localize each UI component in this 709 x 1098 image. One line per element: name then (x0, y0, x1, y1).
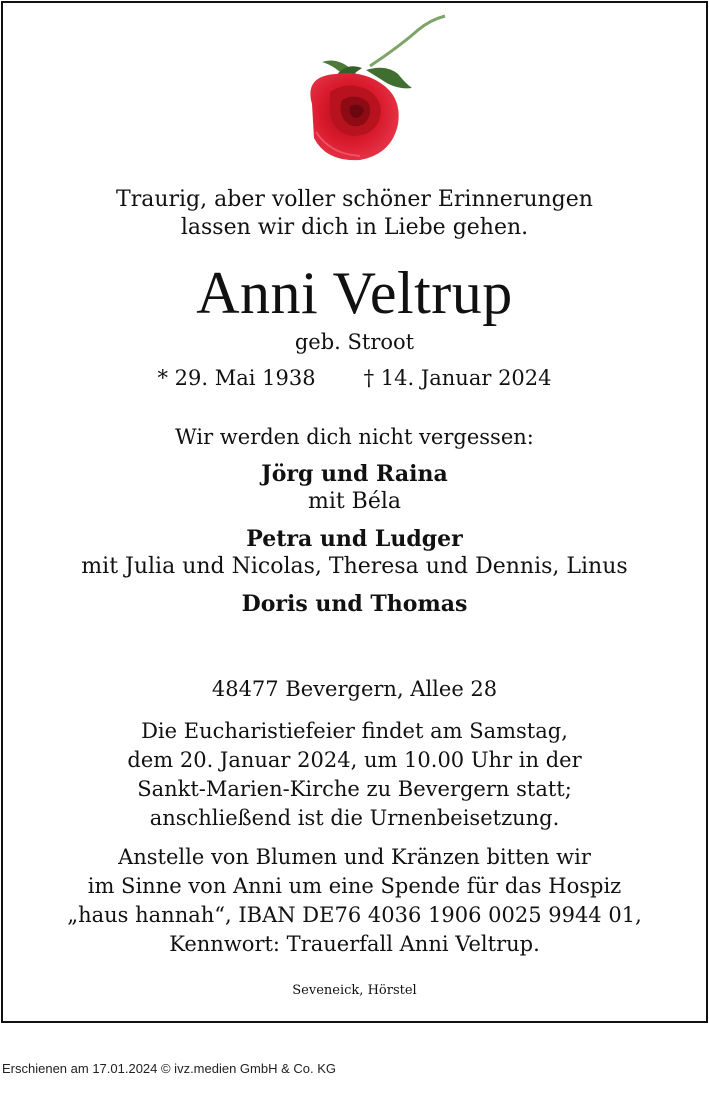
family-group (0, 525, 709, 581)
mourning-intro: Wir werden dich nicht vergessen: (175, 425, 534, 449)
death-date: † 14. Januar 2024 (363, 366, 552, 390)
family-sub-name: mit Julia und Nicolas, Theresa und Dennis, Linus (81, 554, 628, 579)
red-rose-icon (290, 14, 450, 164)
intro-line: lassen wir dich in Liebe gehen. (180, 215, 529, 240)
born-name: geb. Stroot (294, 330, 415, 354)
service-line: Sankt-Marien-Kirche zu Bevergern statt; (137, 777, 572, 801)
family-group (0, 460, 709, 516)
family-main-name: Jörg und Raina (261, 461, 448, 487)
intro-line: Traurig, aber voller schöner Erinnerungen (116, 187, 593, 212)
life-dates (0, 364, 709, 392)
service-line: Die Eucharistiefeier findet am Samstag, (141, 719, 568, 743)
publication-footer: Erschienen am 17.01.2024 © ivz.medien GmbH & Co. KG (2, 1061, 337, 1076)
donation-line: im Sinne von Anni um eine Spende für das Hospiz (87, 874, 622, 898)
donation-info (0, 843, 709, 959)
family-main-name: Doris und Thomas (241, 591, 468, 617)
service-line: dem 20. Januar 2024, um 10.00 Uhr in der (127, 748, 582, 772)
donation-line: „haus hannah“, IBAN DE76 4036 1906 0025 9944 01, (67, 903, 642, 927)
deceased-name: Anni Veltrup (196, 260, 513, 326)
service-info (0, 717, 709, 833)
birth-date: * 29. Mai 1938 (157, 366, 316, 390)
intro-text (0, 186, 709, 242)
service-line: anschließend ist die Urnenbeisetzung. (149, 806, 560, 830)
family-main-name: Petra und Ludger (246, 526, 463, 552)
family-group (0, 590, 709, 618)
signature-location: Seveneick, Hörstel (292, 983, 417, 998)
donation-line: Kennwort: Trauerfall Anni Veltrup. (169, 932, 540, 956)
donation-line: Anstelle von Blumen und Kränzen bitten wir (118, 845, 591, 869)
family-list (0, 460, 709, 627)
address: 48477 Bevergern, Allee 28 (211, 677, 498, 701)
family-sub-name: mit Béla (307, 489, 402, 514)
